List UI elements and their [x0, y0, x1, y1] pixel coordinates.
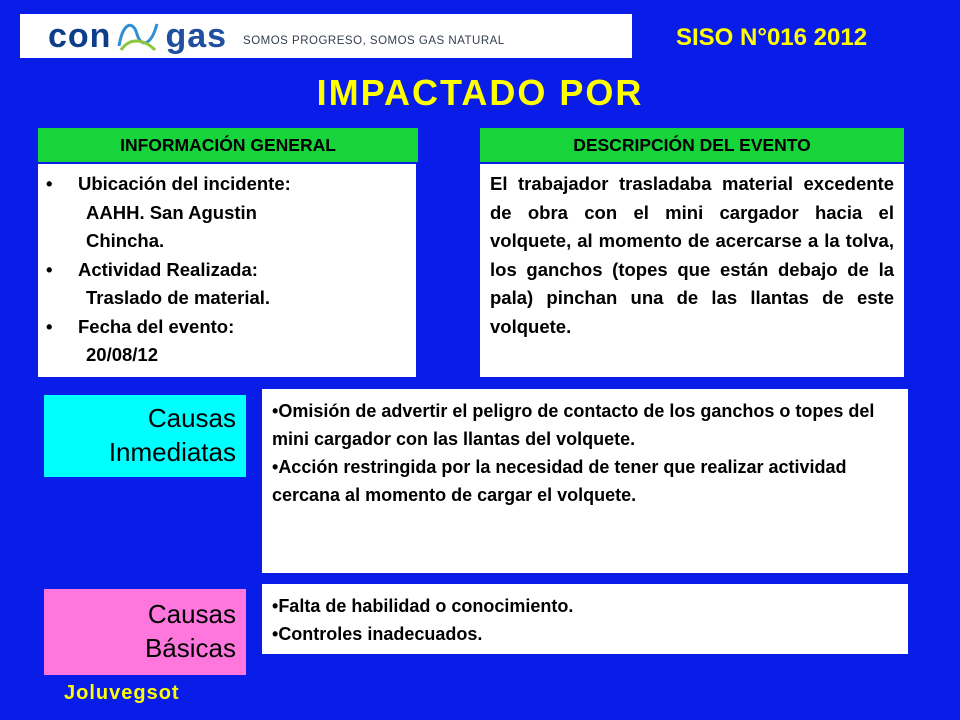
document-code: SISO N°016 2012 — [676, 24, 868, 51]
author-signature: Joluvegsot — [64, 682, 180, 704]
basic-causes-label-line1: Causas — [147, 599, 236, 629]
immediate-causes-panel — [262, 389, 908, 573]
basic-causes-label-line2: Básicas — [144, 633, 236, 663]
logo-wordmark — [48, 16, 227, 56]
company-logo — [20, 14, 632, 58]
immediate-causes-label-line1: Causas — [147, 403, 236, 433]
basic-cause-item: • Controles inadecuados. — [272, 620, 900, 648]
location-value-line2: Chincha. — [86, 230, 165, 251]
basic-causes-label — [44, 589, 246, 675]
logo-word-right: gas — [165, 16, 228, 55]
logo-swirl-icon — [113, 16, 163, 56]
general-info-panel — [38, 164, 416, 377]
general-info-list — [38, 164, 416, 370]
logo-tagline: SOMOS PROGRESO, SOMOS GAS NATURAL — [243, 35, 505, 47]
immediate-cause-item: • Acción restringida por la necesidad de tener que realizar actividad cercana al momento de cargar el volquete. — [272, 453, 900, 509]
immediate-causes-label — [44, 395, 246, 477]
immediate-causes-label-line2: Inmediatas — [108, 437, 236, 467]
page-title: IMPACTADO POR — [316, 72, 644, 113]
general-info-heading: INFORMACIÓN GENERAL — [38, 128, 418, 162]
location-label: • Ubicación del incidente: — [46, 170, 416, 199]
event-description-text: El trabajador trasladaba material excedente de obra con el mini cargador hacia el volquete, al momento de acercarse a la tolva, los ganchos (topes que están debajo de la pala) pinchan una de las llantas de este volquete. — [490, 173, 894, 337]
event-description-panel — [480, 164, 904, 377]
basic-causes-list — [262, 584, 908, 648]
immediate-cause-item: • Omisión de advertir el peligro de contacto de los ganchos o topes del mini cargador con las llantas del volquete. — [272, 397, 900, 453]
basic-cause-item: • Falta de habilidad o conocimiento. — [272, 592, 900, 620]
event-date-label: • Fecha del evento: — [46, 313, 416, 342]
activity-label: • Actividad Realizada: — [46, 256, 416, 285]
location-value-line1: AAHH. San Agustin — [86, 201, 257, 223]
event-date-value: 20/08/12 — [86, 344, 159, 365]
immediate-causes-list — [262, 389, 908, 509]
event-description-heading: DESCRIPCIÓN DEL EVENTO — [480, 128, 904, 162]
basic-causes-panel — [262, 584, 908, 654]
logo-word-left: con — [48, 16, 112, 55]
activity-value: Traslado de material. — [86, 287, 271, 308]
